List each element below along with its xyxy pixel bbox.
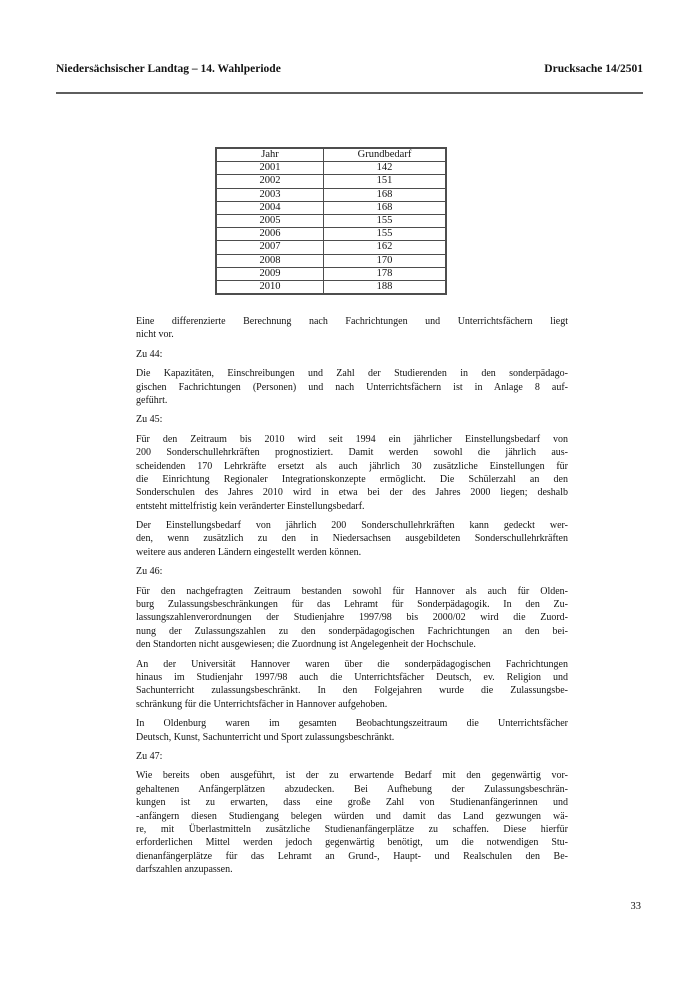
paragraph (136, 769, 568, 876)
table-cell: 2007 (216, 241, 324, 254)
table-cell: 2008 (216, 254, 324, 267)
section-label (136, 565, 568, 578)
paragraph-line: Sachunterricht zulassungsbeschränkt. In den Folgejahren wurde die Zulassungsbe- (136, 685, 568, 697)
paragraph-line: den, wenn zusätzlich zu den in Niedersachsen ausgebildeten Sonderschullehrkräften (136, 533, 568, 545)
paragraph-line: Sonderschulen des Jahres 2010 wird in etwa bei der des Jahres 2000 liegen; deshalb (136, 487, 568, 499)
paragraph-line: An der Universität Hannover waren über die sonderpädagogischen Fachrichtungen (136, 658, 568, 670)
paragraph-line: Wie bereits oben ausgeführt, ist der zu erwartende Bedarf mit den gegenwärtig vor- (136, 770, 568, 782)
paragraph-line: erforderlichen Mittel werden jedoch gegenwärtig benötigt, um die notwendigen Stu- (136, 837, 568, 849)
table-cell: 2003 (216, 188, 324, 201)
paragraph-line: nung der Zulassungszahlen zu den sonderpädagogischen Fachrichtungen an den bei- (136, 625, 568, 637)
table-row (216, 254, 446, 267)
paragraph-line: gehaltenen Anfängerplätzen abzudecken. Bei Aufhebung der Zulassungsbeschrän- (136, 783, 568, 795)
paragraph-line: darfszahlen anzupassen. (136, 864, 233, 876)
table-head (216, 148, 446, 162)
paragraph-line: scheidenden 170 Lehrkräfte ersetzt als auch jährlich 30 zusätzliche Einstellungen für (136, 460, 568, 472)
table-row (216, 281, 446, 295)
table-row (216, 215, 446, 228)
section-label-text: Zu 47: (136, 750, 163, 762)
table-row (216, 162, 446, 175)
paragraph-line: hinaus im Studienjahr 1997/98 auch die Unterrichtsfächer Deutsch, ev. Religion und (136, 671, 568, 683)
table-cell: 142 (324, 162, 447, 175)
paragraph-line: den Standorten nicht ausgewiesen; die Zuordnung ist Angelegenheit der Hochschule. (136, 639, 476, 651)
section-label-text: Zu 45: (136, 414, 163, 426)
table-cell: 168 (324, 188, 447, 201)
section-label (136, 413, 568, 426)
table-cell: 2002 (216, 175, 324, 188)
paragraph-line: entsteht mittelfristig kein veränderter Einstellungsbedarf. (136, 500, 365, 512)
paragraph (136, 658, 568, 712)
header-rule (56, 92, 643, 94)
header-right-text: Drucksache 14/2501 (544, 63, 643, 75)
paragraph-line: schränkung für die Unterrichtsfächer in Hannover aufgehoben. (136, 698, 388, 710)
table-row (216, 175, 446, 188)
paragraph-line: dienanfängerplätze für das Lehramt an Grund-, Haupt- und Realschulen den Be- (136, 850, 568, 862)
table-cell: 2004 (216, 201, 324, 214)
paragraph (136, 315, 568, 342)
table-row (216, 267, 446, 280)
paragraph-line: re, mit Überlastmitteln zusätzliche Studienanfängerplätze zu schaffen. Diese hierfür (136, 823, 568, 835)
paragraph-line: Eine differenzierte Berechnung nach Fachrichtungen und Unterrichtsfächern liegt (136, 316, 568, 327)
table-cell: 2005 (216, 215, 324, 228)
paragraph (136, 585, 568, 652)
table-cell: 2006 (216, 228, 324, 241)
table-cell: 155 (324, 215, 447, 228)
paragraph-line: Die Kapazitäten, Einschreibungen und Zahl der Studierenden in den sonderpädago- (136, 368, 568, 380)
paragraph-line: nicht vor. (136, 329, 174, 341)
paragraph (136, 433, 568, 513)
paragraph-line: gischen Fachrichtungen (Personen) und nach Unterrichtsfächern ist in Anlage 8 auf- (136, 381, 568, 393)
paragraph-line: geführt. (136, 394, 168, 406)
table-row (216, 241, 446, 254)
section-label-text: Zu 44: (136, 348, 163, 360)
table-cell: 151 (324, 175, 447, 188)
table-cell: 162 (324, 241, 447, 254)
body-text (136, 315, 568, 882)
table-cell: 178 (324, 267, 447, 280)
table-cell: 2010 (216, 281, 324, 295)
table-cell: 155 (324, 228, 447, 241)
table-header-row (216, 148, 446, 162)
paragraph-line: Für den nachgefragten Zeitraum bestanden sowohl für Hannover als auch für Olden- (136, 585, 568, 597)
grundbedarf-table (215, 147, 447, 295)
paragraph-line: lassungszahlenverordnungen der Studienjahre 1997/98 bis 2000/02 wird die Zuord- (136, 612, 568, 624)
table-body (216, 162, 446, 295)
table-header-cell: Jahr (216, 148, 324, 162)
table-cell: 168 (324, 201, 447, 214)
paragraph-line: die Einrichtung Regionaler Integrationskonzepte ermöglicht. Die Schülerzahl an den (136, 473, 568, 485)
paragraph-line: -anfängern diesen Studiengang belegen würden und damit das Land gezwungen wä- (136, 810, 568, 822)
table-row (216, 201, 446, 214)
paragraph-line: burg Zulassungsbeschränkungen für das Lehramt für Sonderpädagogik. In den Zu- (136, 599, 568, 611)
section-label (136, 348, 568, 361)
page-number: 33 (630, 901, 641, 912)
paragraph-line: Deutsch, Kunst, Sachunterricht und Sport zulassungsbeschränkt. (136, 731, 395, 743)
table-cell: 2001 (216, 162, 324, 175)
paragraph-line: 200 Sonderschullehrkräften prognostiziert. Damit werden sowohl die jährlich aus- (136, 447, 568, 459)
section-label (136, 750, 568, 763)
paragraph (136, 519, 568, 559)
table-header-cell: Grundbedarf (324, 148, 447, 162)
paragraph-line: kungen ist zu erwarten, dass eine große Zahl von Studienanfängerinnen und (136, 797, 568, 809)
table-row (216, 188, 446, 201)
paragraph (136, 717, 568, 744)
table-cell: 170 (324, 254, 447, 267)
paragraph (136, 367, 568, 407)
paragraph-line: In Oldenburg waren im gesamten Beobachtungszeitraum die Unterrichtsfächer (136, 718, 568, 730)
table-row (216, 228, 446, 241)
paragraph-line: Für den Zeitraum bis 2010 wird seit 1994 ein jährlicher Einstellungsbedarf von (136, 433, 568, 445)
paragraph-line: weitere aus anderen Ländern eingestellt werden können. (136, 546, 362, 558)
table-cell: 2009 (216, 267, 324, 280)
table-cell: 188 (324, 281, 447, 295)
paragraph-line: Der Einstellungsbedarf von jährlich 200 Sonderschullehrkräften kann gedeckt wer- (136, 520, 568, 532)
section-label-text: Zu 46: (136, 566, 163, 578)
header-left-text: Niedersächsischer Landtag – 14. Wahlperiode (56, 63, 281, 75)
